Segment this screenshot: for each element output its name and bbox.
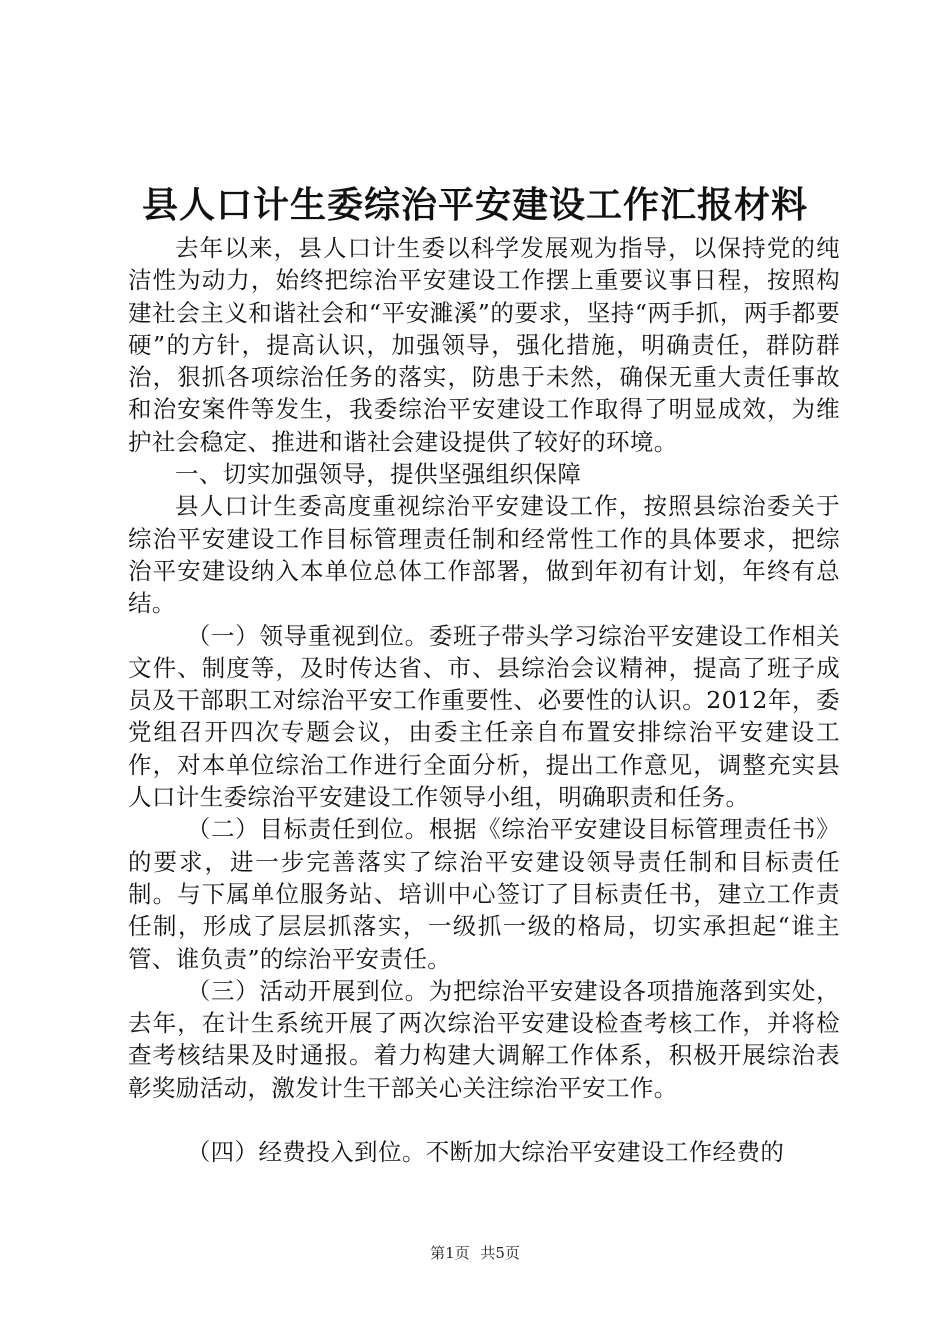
item-3-paragraph: （三）活动开展到位。为把综治平安建设各项措施落到实处，去年，在计生系统开展了两次综治平安建设检查考核工作，并将检查考核结果及时通报。着力构建大调解工作体系，积极开展综治表彰奖励活动，激发计生干部关心关注综治平安工作。 — [128, 976, 840, 1102]
intro-paragraph: 去年以来，县人口计生委以科学发展观为指导，以保持党的纯洁性为动力，始终把综治平安建设工作摆上重要议事日程，按照构建社会主义和谐社会和“平安濉溪”的要求，坚持“两手抓，两手都要硬”的方针，提高认识，加强领导，强化措施，明确责任，群防群治，狠抓各项综治任务的落实，防患于未然，确保无重大责任事故和治安案件等发生，我委综治平安建设工作取得了明显成效，为维护社会稳定、推进和谐社会建设提供了较好的环境。 — [128, 234, 840, 456]
page-footer — [0, 1243, 950, 1263]
item-2-paragraph: （二）目标责任到位。根据《综治平安建设目标管理责任书》的要求，进一步完善落实了综治平安建设领导责任制和目标责任制。与下属单位服务站、培训中心签订了目标责任书，建立工作责任制，形成了层层抓落实，一级抓一级的格局，切实承担起“谁主管、谁负责”的综治平安责任。 — [128, 815, 840, 973]
item-4-paragraph: （四）经费投入到位。不断加大综治平安建设工作经费的 — [186, 1138, 785, 1167]
section-1-paragraph: 县人口计生委高度重视综治平安建设工作，按照县综治委关于综治平安建设工作目标管理责任制和经常性工作的具体要求，把综治平安建设纳入本单位总体工作部署，做到年初有计划，年终有总结。 — [128, 492, 840, 618]
section-heading-1: 一、切实加强领导，提供坚强组织保障 — [175, 460, 582, 489]
document-title: 县人口计生委综治平安建设工作汇报材料 — [141, 184, 808, 226]
page-number: 第1页 — [430, 1244, 470, 1262]
document-body — [128, 232, 840, 1168]
page-total: 共5页 — [480, 1244, 520, 1262]
item-1-paragraph: （一）领导重视到位。委班子带头学习综治平安建设工作相关文件、制度等，及时传达省、市、县综治会议精神，提高了班子成员及干部职工对综治平安工作重要性、必要性的认识。2012年，委党组召开四次专题会议，由委主任亲自布置安排综治平安建设工作，对本单位综治工作进行全面分析，提出工作意见，调整充实县人口计生委综治平安建设工作领导小组，明确职责和任务。 — [128, 621, 840, 812]
